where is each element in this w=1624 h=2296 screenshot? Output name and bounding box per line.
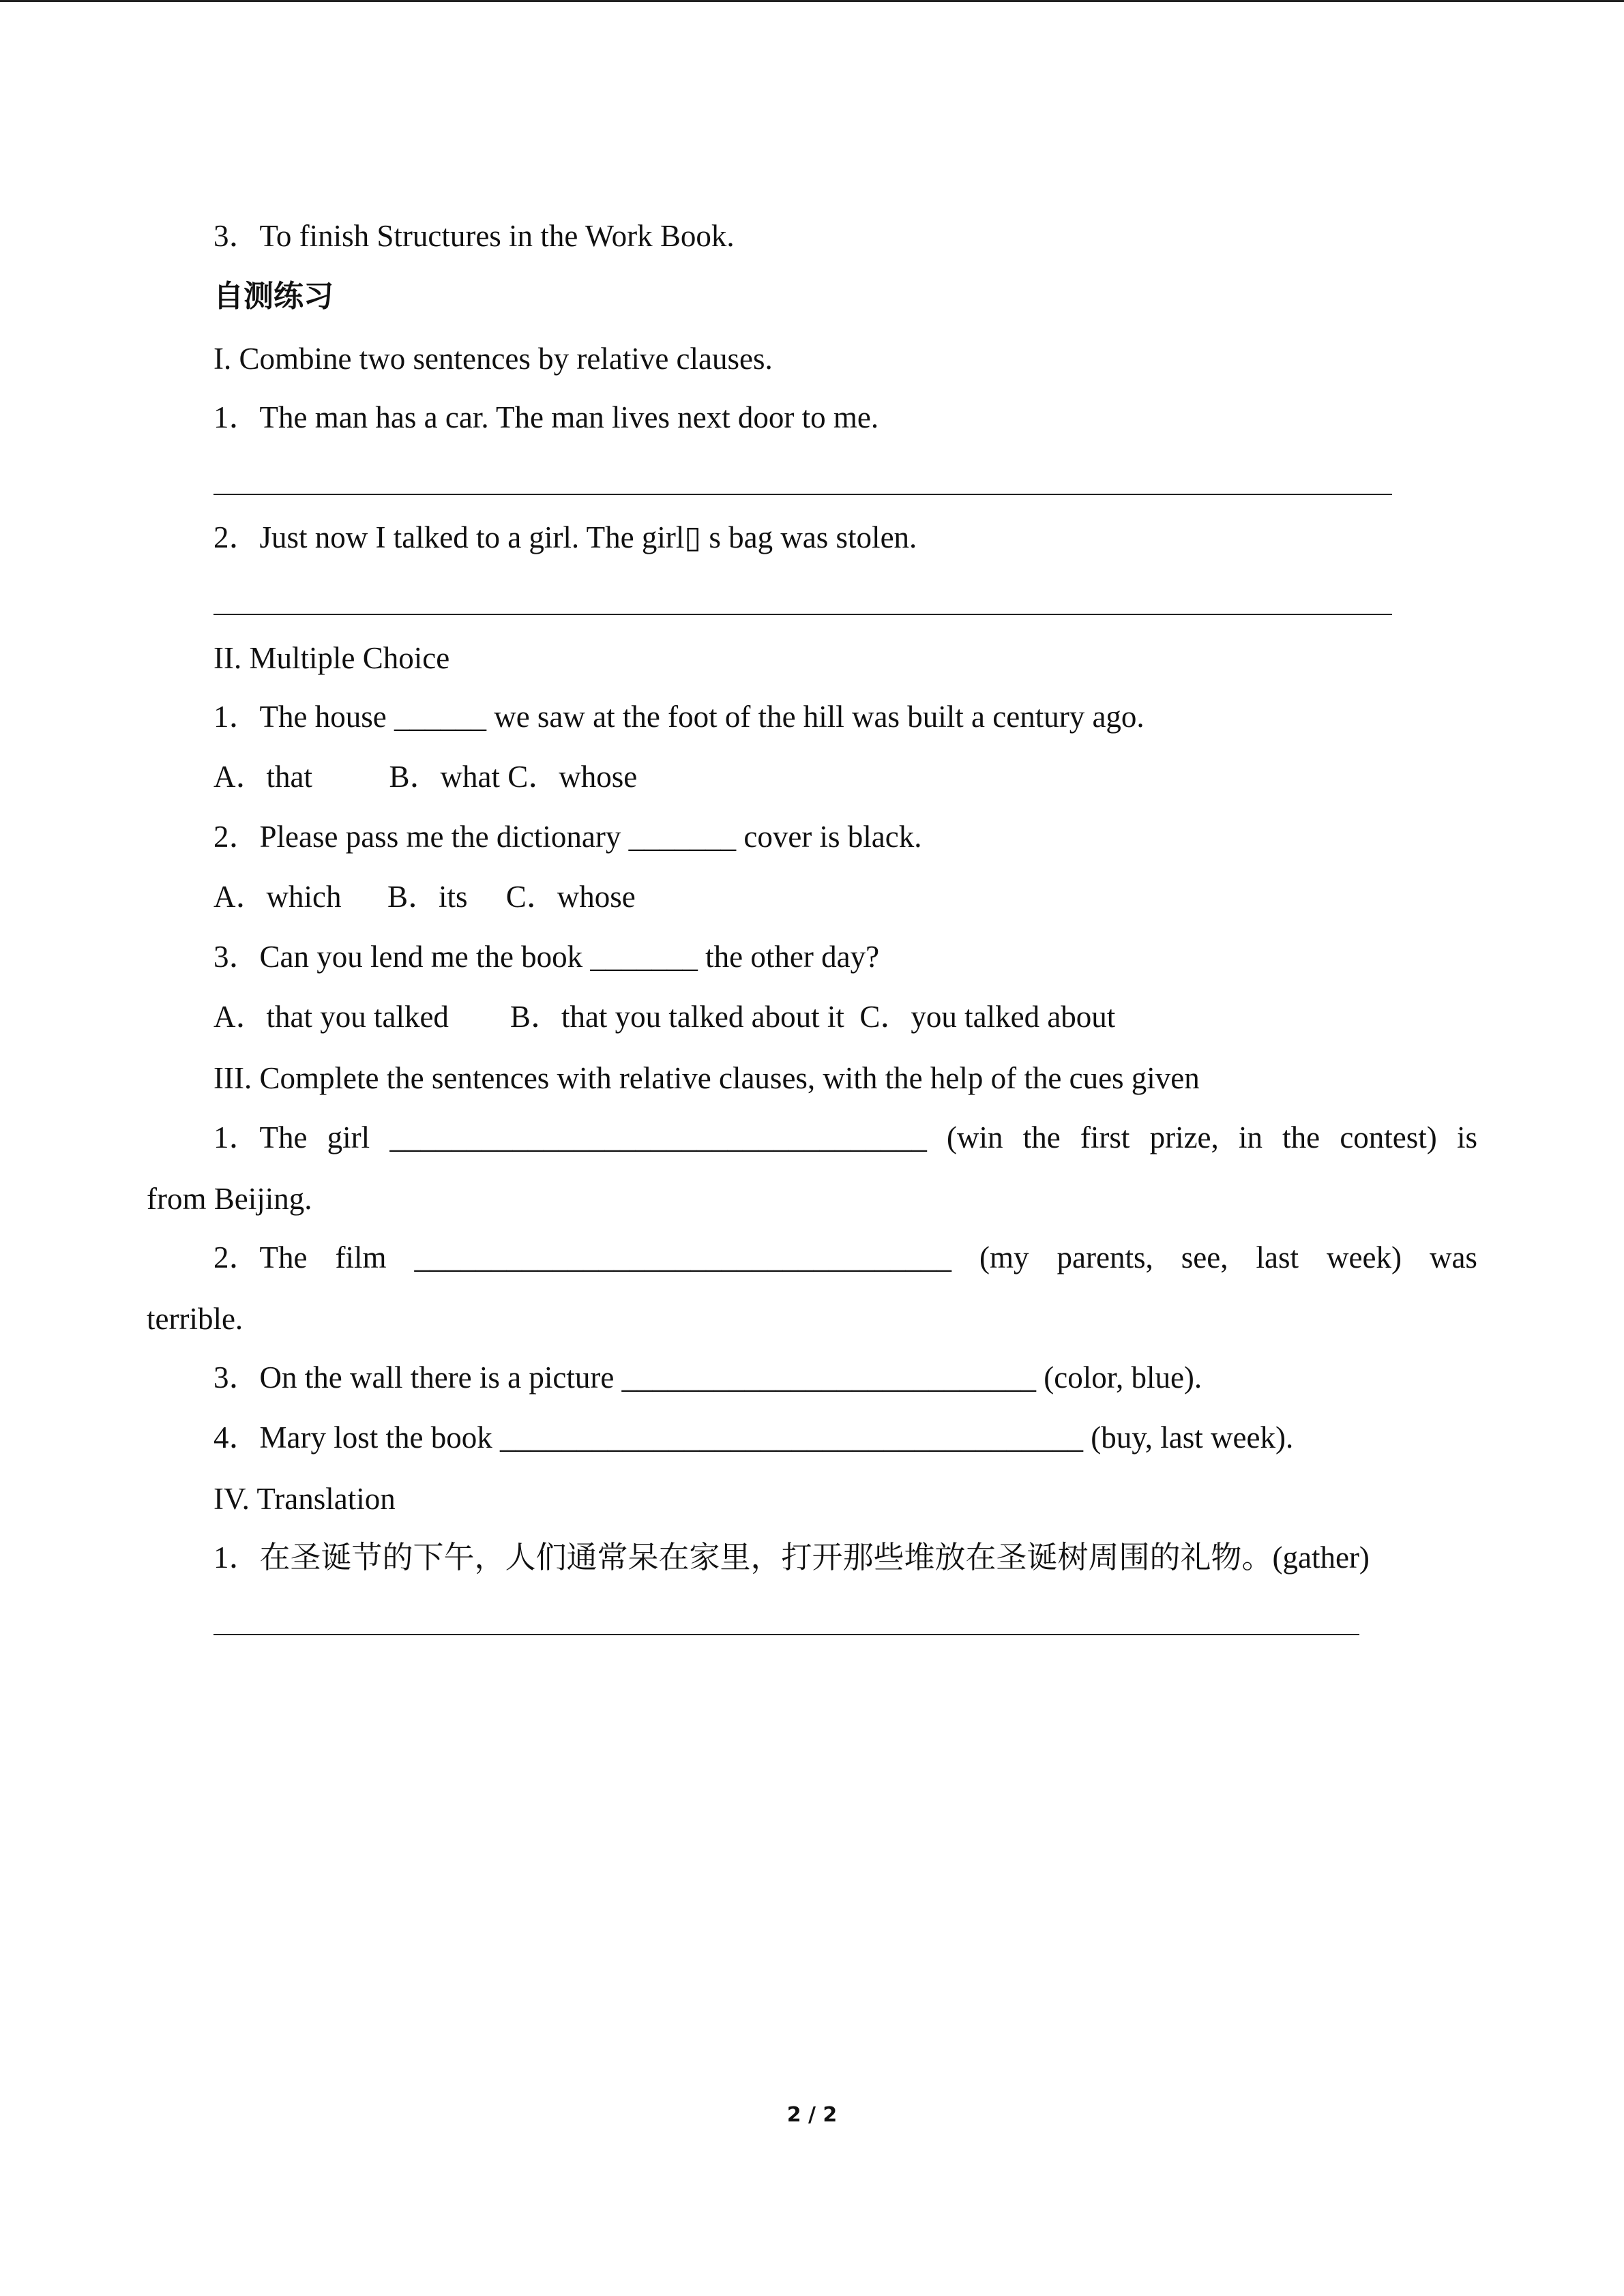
word: parents, — [1057, 1240, 1153, 1274]
word: (my — [979, 1240, 1029, 1274]
section-2-question-1: 1．The house ______ we saw at the foot of the hill was built a century ago. — [213, 700, 1145, 734]
section-2-question-3-options: A．that you talked B．that you talked about it C．you talked about — [213, 1000, 1116, 1034]
word: the — [1282, 1120, 1320, 1154]
section-3-question-1 — [213, 1117, 1477, 1158]
section-1-question-1: 1．The man has a car. The man lives next door to me. — [213, 400, 879, 434]
section-3-question-1-continued: from Beijing. — [147, 1182, 312, 1216]
section-3-question-4: 4．Mary lost the book ______________________________________ (buy, last week). — [213, 1420, 1294, 1455]
word: contest) — [1340, 1120, 1437, 1154]
word: girl — [327, 1120, 370, 1154]
section-1-title: I. Combine two sentences by relative clauses. — [213, 342, 773, 376]
answer-line-3 — [213, 1634, 1359, 1635]
homework-item-3: 3．To finish Structures in the Work Book. — [213, 219, 735, 253]
word: film — [335, 1240, 387, 1274]
section-4-question-1: 1．在圣诞节的下午，人们通常呆在家里，打开那些堆放在圣诞树周围的礼物。(gather) — [213, 1540, 1370, 1575]
word: is — [1456, 1120, 1477, 1154]
section-1-question-2: 2．Just now I talked to a girl. The girl▯ s bag was stolen. — [213, 520, 917, 554]
word: first — [1080, 1120, 1130, 1154]
word: 1．The — [213, 1120, 308, 1154]
section-2-question-3: 3．Can you lend me the book _______ the other day? — [213, 940, 880, 974]
section-2-question-2-options: A．which B．its C．whose — [213, 880, 636, 914]
answer-line-1 — [213, 494, 1392, 495]
section-2-question-2: 2．Please pass me the dictionary _______ cover is black. — [213, 820, 922, 854]
word: week) — [1327, 1240, 1402, 1274]
section-4-title: IV. Translation — [213, 1482, 396, 1516]
section-3-title: III. Complete the sentences with relative clauses, with the help of the cues given — [213, 1061, 1200, 1095]
word: was — [1429, 1240, 1477, 1274]
word: in — [1238, 1120, 1263, 1154]
word: (win — [947, 1120, 1003, 1154]
page-number: 2 / 2 — [786, 2103, 838, 2127]
blank: ___________________________________ — [414, 1240, 951, 1274]
section-3-question-2-continued: terrible. — [147, 1302, 243, 1336]
word: last — [1256, 1240, 1299, 1274]
answer-line-2 — [213, 614, 1392, 615]
word: prize, — [1149, 1120, 1219, 1154]
section-3-question-3: 3．On the wall there is a picture ___________________________ (color, blue). — [213, 1360, 1202, 1395]
word: the — [1022, 1120, 1061, 1154]
word: see, — [1181, 1240, 1228, 1274]
self-test-heading: 自测练习 — [213, 279, 334, 314]
word: 2．The — [213, 1240, 308, 1274]
blank: ___________________________________ — [389, 1120, 927, 1154]
top-border — [0, 0, 1624, 2]
section-3-question-2 — [213, 1237, 1477, 1278]
section-2-title: II. Multiple Choice — [213, 641, 450, 675]
section-2-question-1-options: A．that B．what C．whose — [213, 760, 638, 794]
